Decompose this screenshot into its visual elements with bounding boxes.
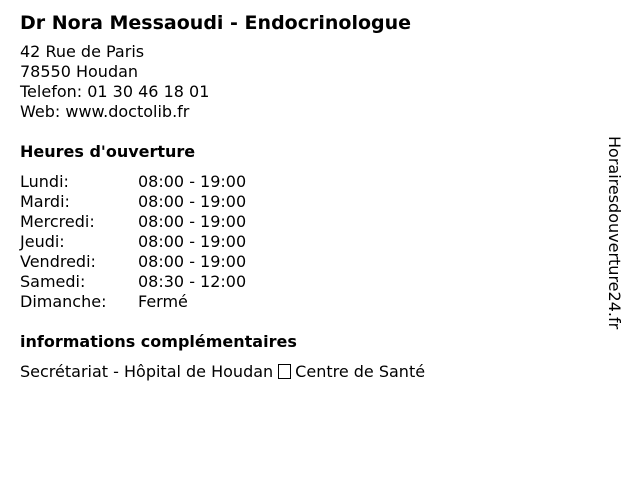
hours-row-tuesday (20, 192, 590, 212)
hours-row-monday (20, 172, 590, 192)
additional-info-heading: informations complémentaires (20, 332, 297, 351)
info-text-part1: Secrétariat - Hôpital de Houdan (20, 362, 274, 381)
hours-row-thursday (20, 232, 590, 252)
missing-glyph-box-icon (278, 364, 291, 379)
site-watermark: Horairesdouverture24.fr (605, 136, 624, 330)
phone-number: Telefon: 01 30 46 18 01 (20, 82, 210, 101)
info-text-part2: Centre de Santé (295, 362, 426, 381)
hours-time: 08:00 - 19:00 (138, 252, 247, 271)
hours-day: Mardi: (20, 192, 70, 211)
hours-day: Samedi: (20, 272, 86, 291)
opening-hours-table (20, 172, 590, 312)
hours-time: 08:00 - 19:00 (138, 212, 247, 231)
hours-row-friday (20, 252, 590, 272)
hours-row-wednesday (20, 212, 590, 232)
hours-day: Jeudi: (20, 232, 65, 251)
opening-hours-heading: Heures d'ouverture (20, 142, 196, 161)
hours-time: Fermé (138, 292, 188, 311)
hours-day: Vendredi: (20, 252, 96, 271)
page-title: Dr Nora Messaoudi - Endocrinologue (20, 12, 412, 34)
address-city: 78550 Houdan (20, 62, 139, 81)
website: Web: www.doctolib.fr (20, 102, 190, 121)
hours-time: 08:00 - 19:00 (138, 232, 247, 251)
hours-day: Lundi: (20, 172, 69, 191)
hours-time: 08:00 - 19:00 (138, 192, 247, 211)
hours-time: 08:00 - 19:00 (138, 172, 247, 191)
hours-time: 08:30 - 12:00 (138, 272, 247, 291)
hours-row-saturday (20, 272, 590, 292)
address-block (20, 42, 590, 122)
additional-info-text (20, 362, 590, 382)
hours-day: Dimanche: (20, 292, 107, 311)
hours-row-sunday (20, 292, 590, 312)
hours-day: Mercredi: (20, 212, 95, 231)
business-listing (20, 10, 590, 382)
address-street: 42 Rue de Paris (20, 42, 145, 61)
